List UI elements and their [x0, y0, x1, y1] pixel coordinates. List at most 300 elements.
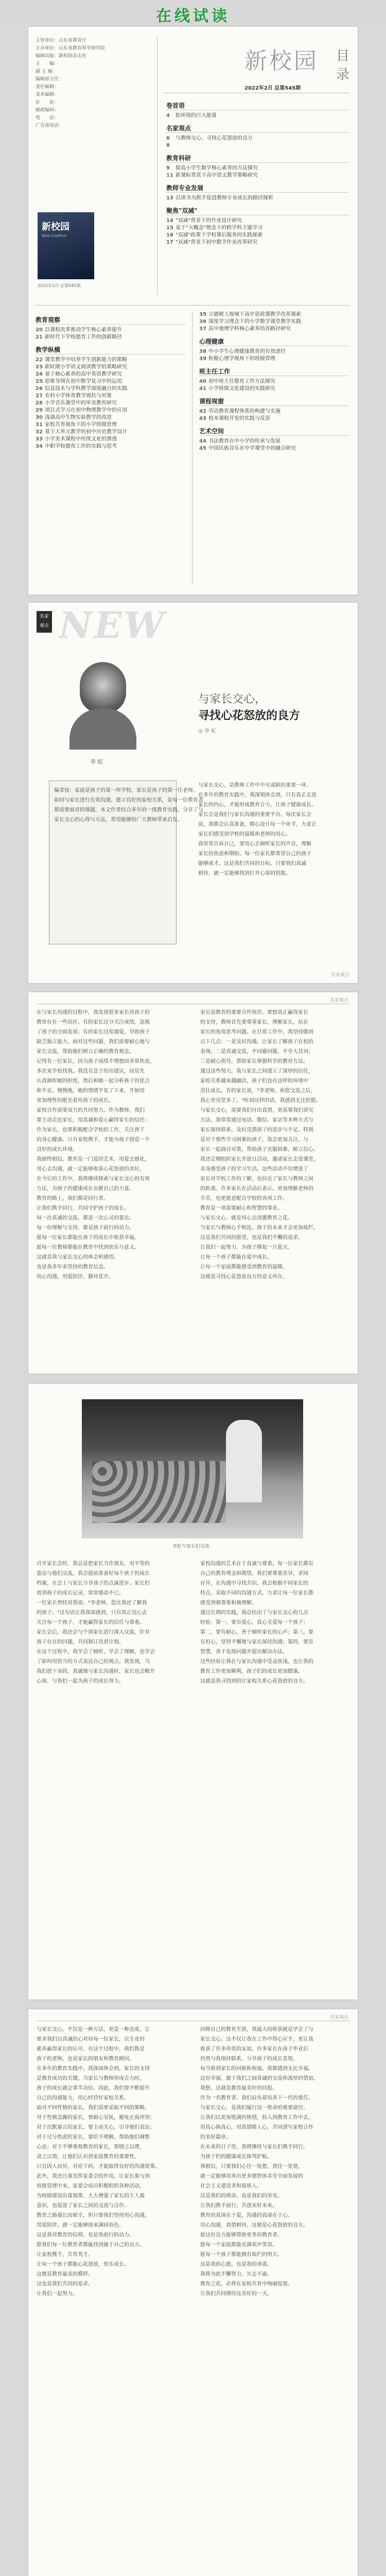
text-line: 就一定能够培养出更多德智体美劳全面发展的 — [200, 2174, 303, 2179]
toc-section-heading: 聚焦"双减" — [166, 206, 349, 215]
toc-entry-title: 基于大单元教学的初中历史教学设计 — [45, 429, 127, 435]
text-line: 让我们以更加饱满的热情，投入到教育工作中去， — [200, 2115, 313, 2121]
text-line: 我们放下身段，真诚地与家长沟通时，家长也会敞开 — [37, 1669, 155, 1674]
text-line: 自己的教育理念和期望，我们要尊重差异，求同 — [200, 1571, 308, 1577]
toc-entry-title: 农村小学体育教学现状与对策 — [45, 393, 112, 399]
page-header-label: 名家观点 — [329, 998, 348, 1003]
text-line: 动之以情，让他们认识到家庭教育的重要性。 — [37, 2154, 139, 2160]
text-line: 孩子存在的问题，共同制订改进计划。 — [37, 1639, 124, 1645]
text-line: 在多年的教育实践中，我深深体会到，家长的支持 — [37, 2066, 150, 2072]
text-line: 邮政编码： — [36, 108, 59, 113]
text-line: 都需要面对的课题。本文作者结合多年的一线教育实践，分享了与 — [54, 807, 203, 813]
text-line: 家长的角度思考问题。在日常工作中，我坚持做到 — [200, 1029, 313, 1035]
text-line: 要求我们以真诚的心对待每一位家长，以专业的 — [37, 2037, 145, 2042]
toc-entry[interactable] — [199, 326, 349, 333]
text-line: 为孩子们的健康成长保驾护航。 — [200, 2154, 272, 2160]
text-line: 教育是一项需要耐心和智慧的事业。 — [200, 1206, 283, 1211]
toc-entry[interactable] — [199, 385, 349, 393]
toc-page-number: 16 — [166, 232, 173, 238]
text-line: 心态；对于不够重视教育的家长，要晓之以理， — [37, 2144, 145, 2150]
text-line: 这份幸福，源于我们之间真诚的交流和深厚的情谊。 — [200, 2076, 319, 2081]
text-line: 让我们携手前行，共创美好未来。 — [200, 2203, 277, 2209]
text-line: 如何与家长进行有效沟通，建立良好的家校关系，是每一位教育者 — [54, 798, 203, 803]
text-line: 召开家长会时，我总是把家长当作朋友，用平等的 — [37, 1561, 150, 1567]
text-line: 仍然与我保持联系，分享孩子的成长喜悦。 — [200, 2056, 298, 2062]
text-line: 我将为此不懈努力，矢志不渝。 — [200, 2272, 272, 2277]
text-line: 愿这份良方能够帮助更多的教育者。 — [200, 2232, 283, 2238]
toc-entry[interactable] — [166, 195, 349, 202]
toc-entry[interactable] — [166, 217, 349, 225]
toc-entry[interactable] — [36, 327, 186, 334]
text-line: 我相信，只要我们心往一处想，劲往一处使， — [200, 2164, 303, 2170]
toc-page-number: 25 — [36, 379, 43, 384]
text-line: 家长是教育的重要合作伙伴。要想真正赢得家长 — [200, 1010, 308, 1015]
page-article-end — [28, 2009, 358, 2576]
text-line: 收获了许多珍贵的友谊。许多家长在孩子毕业后 — [200, 2046, 308, 2052]
article-column-left — [37, 1008, 186, 1282]
text-line: 对于沉默寡言的家长，要主动关心，引导他们表达； — [37, 2125, 155, 2130]
text-line: 在这个过程中，我学会了倾听，学会了理解，也学会 — [37, 1649, 155, 1655]
toc-right-lower — [199, 311, 349, 452]
text-line: 的身心健康。只有家校携手，才能为孩子创造一个 — [37, 1137, 150, 1143]
toc-section-heading: 课程视窗 — [199, 397, 349, 406]
toc-entry[interactable] — [36, 393, 186, 400]
page-article-photo — [28, 1384, 358, 1999]
toc-left — [36, 311, 186, 450]
toc-page-number: 39 — [199, 356, 206, 362]
toc-page-number: 38 — [199, 349, 206, 354]
text-line: 这是我们共同的愿望，也是我们不懈的追求。 — [200, 1235, 303, 1241]
toc-entry[interactable] — [199, 438, 349, 445]
text-line: 此外，我还注重发挥家委会的作用，让家长参与到 — [37, 2174, 150, 2179]
text-line: 教育存在一些误区。有的家长过分关注成绩，忽视 — [37, 1020, 150, 1025]
text-line: 感受到被尊重和被理解。 — [200, 1600, 257, 1606]
text-line: 这就是我与家长交心的体会和感悟。 — [37, 1255, 119, 1260]
toc-entry-title: 书法教育在中小学的传承与发展 — [208, 438, 280, 444]
column-tag-line1: 名家 — [39, 614, 49, 619]
text-line: 在今后的工作中，我将继续探索与家长交心的有效 — [37, 1176, 150, 1182]
text-line: 为班级建设出谋划策，大大增强了家长的主人翁 — [37, 2193, 145, 2199]
text-line: 家长保持联系，及时反馈孩子的进步与不足。特别 — [200, 1127, 313, 1133]
toc-entry[interactable] — [199, 378, 349, 385]
text-line: 让我们共同期待这美好的一天。 — [200, 2291, 272, 2297]
text-line: 看到孩子的成长记录，常常感动不已。 — [37, 1590, 124, 1596]
article-column-right — [200, 1559, 349, 1686]
toc-page-number: 9 — [166, 165, 170, 171]
toc-entry[interactable] — [36, 436, 186, 443]
text-line: 家长们感受到学校的温暖和老师的用心。 — [198, 832, 291, 837]
toc-entry-title: 积极心理学视角下的班级管理 — [208, 356, 275, 362]
text-line: 愿每一个孩子都能拥有灿烂的明天。 — [200, 2252, 283, 2258]
toc-page-number: 31 — [36, 422, 43, 428]
toc-entry-title: 立德树人视域下高中思政课教学改革探索 — [208, 312, 301, 317]
text-line: 用真心换真心，用真情暖人心，共同谱写家校合作 — [200, 2125, 313, 2130]
text-line: 一位家长曾经对我说："李老师，您比我还了解我 — [37, 1600, 147, 1606]
article-title-1: 与家长交心， — [198, 693, 267, 706]
text-line: 的距离。许多家长在活动后表示，更加理解老师的 — [200, 1186, 313, 1192]
text-line: 与家长交心，是我们履行这一使命的重要途径。 — [200, 2105, 308, 2111]
toc-entry[interactable] — [166, 232, 349, 239]
text-line: 关注每一个孩子，才能赢得家长的信任与尊重。 — [37, 1620, 145, 1625]
new-watermark: NEW — [59, 604, 166, 647]
toc-entry-title: 思维导图在初中数学复习中的运用 — [45, 379, 122, 384]
text-line: 愿我们每一位教育者都能找到属于自己的良方。 — [37, 2242, 145, 2248]
text-line: 主管单位：山东省教育厅 — [36, 38, 87, 43]
text-line: 这是我的心愿，也是我的承诺。 — [200, 2262, 272, 2267]
toc-entry[interactable] — [199, 408, 349, 415]
text-line: 家长交心的心得与方法，希望能够给广大教师带来启发。 — [54, 817, 183, 823]
text-line: 教育工作更加顺利，孩子们的成长更加健康。 — [200, 1669, 303, 1674]
text-line: 副 主 编： — [36, 69, 57, 74]
toc-section-heading: 教师专业发展 — [166, 183, 349, 193]
text-line: 家长交心。这不仅让我在工作中得心应手，更让我 — [200, 2037, 313, 2042]
text-line: 让每一个孩子都能心花怒放，快乐成长。 — [37, 2262, 129, 2267]
text-line: 要主动走近家长，用真诚和爱心赢得家长的信任； — [37, 1117, 150, 1123]
column-tag — [37, 611, 52, 633]
toc-entry-title: 以读书为抓手促进教师专业成长的路径探析 — [176, 195, 273, 201]
toc-entry[interactable] — [36, 364, 186, 371]
text-line: 通过长期的实践，我总结出了与家长交心的几点 — [200, 1610, 308, 1616]
page-feature-opener — [28, 603, 358, 983]
toc-entry-title: 项目式学习在初中物理教学中的应用 — [45, 408, 127, 413]
toc-entry[interactable] — [166, 165, 349, 172]
text-line: 茁壮成长。有的家长说，"李老师，和您交流之后， — [200, 1088, 316, 1094]
abstract-text — [54, 786, 203, 825]
toc-page-number: 14 — [166, 218, 173, 224]
text-line: 编辑部主任： — [36, 77, 64, 82]
toc-entry-title: 以课程改革推动学生核心素养提升 — [45, 327, 122, 333]
toc-entry-title: 新课标背景下高中语文教学策略研究 — [176, 173, 258, 178]
text-line: 用爱陪伴，就一定能够迎来满园春色。 — [37, 2223, 124, 2228]
top-banner — [0, 0, 386, 24]
text-line: 我常常告诉自己，要用心去倾听家长的声音，理解 — [198, 841, 311, 847]
toc-entry[interactable] — [36, 357, 186, 364]
article-column-left — [37, 2025, 186, 2299]
toc-page-number: 20 — [36, 327, 43, 333]
text-line: 让我们携手同行，共同守护孩子的成长。 — [37, 1206, 129, 1211]
text-line: 电 话： — [36, 115, 59, 121]
toc-entry-title: "双减"背景下初中数学作业改革研究 — [176, 240, 258, 245]
text-line: 前，我都会认真准备，精心设计每一个环节，力求让 — [198, 822, 317, 827]
text-line: 每当收到家长的问候和祝福，我都感到无比幸福。 — [200, 2066, 313, 2072]
text-line: 愿每一位家长都能在孩子的成长中收获幸福。 — [37, 1235, 139, 1241]
article-column-right — [200, 1008, 349, 1282]
text-line: 主办单位：山东省教育科学研究院 — [36, 46, 106, 51]
meeting-photo — [82, 1399, 303, 1538]
text-line: 经验：第一，要有爱心，真心关爱每一个孩子； — [200, 1620, 308, 1625]
text-line: 也是我多年来坚持的教育信念。 — [37, 1264, 109, 1270]
text-line: 用心沟通，真情相待，这便是心花怒放的良方。 — [200, 2223, 308, 2228]
text-line: 家长对学校工作的了解，也拉近了家长与教师之间 — [200, 1176, 313, 1182]
text-line: 让每一个孩子都能在爱中成长。 — [200, 1255, 272, 1260]
text-line: 更加理性的眼光看待孩子的成长。 — [37, 1098, 114, 1104]
text-line: 教育的路上，我们都是同行者。 — [37, 1196, 109, 1201]
author-name-caption: 李 虹 — [90, 758, 103, 765]
text-line: 每一次真诚的交流，都是一次心灵的靠近。 — [37, 1215, 134, 1221]
toc-entry-title: 中小学生心理健康教育的有效途径 — [208, 349, 286, 354]
toc-entry-title: 基于核心素养的高中英语教学研究 — [45, 371, 122, 377]
toc-page-number: 43 — [199, 416, 206, 421]
toc-page-number: 44 — [199, 438, 206, 444]
text-line: 与家长交心，需要我们付出真情，更需要我们讲究 — [200, 1108, 313, 1113]
toc-page-number: 13 — [166, 195, 173, 201]
toc-page-number: 28 — [36, 400, 43, 406]
toc-page-number: 36 — [199, 319, 206, 325]
toc-page-number: 32 — [36, 429, 43, 435]
mulu-label-1: 目 — [336, 48, 350, 64]
toc-entry[interactable] — [166, 225, 349, 232]
text-line: 三是耐心指导，帮助家长掌握科学的教育方法。 — [200, 1059, 308, 1064]
text-line: 对于性格急躁的家长，要耐心安抚，避免正面冲突； — [37, 2115, 155, 2121]
toc-page-number: 45 — [199, 446, 206, 451]
text-line: 良好的成长环境。 — [37, 1147, 78, 1153]
page-header-label: 名家观点 — [329, 2015, 348, 2020]
text-line: 让每一个家庭都能感受到教育的温暖。 — [200, 1264, 288, 1270]
text-line: 教育的真谛在于爱，沟通的真谛在于心。 — [200, 2213, 293, 2218]
toc-entry[interactable] — [36, 414, 186, 421]
text-line: 家长一起商讨对策，帮助孩子克服困难，树立信心。 — [200, 1147, 319, 1153]
text-line: 这也是我们共同的追求。 — [37, 2281, 93, 2287]
text-line: 主 编： — [36, 61, 59, 66]
author-photo — [59, 652, 147, 750]
toc-entry[interactable] — [166, 112, 349, 120]
text-line: 以下几点：一是及时沟通，让家长了解孩子在校的 — [200, 1039, 313, 1045]
toc-entry[interactable] — [36, 407, 186, 414]
text-line: 能够成才，这是我们共同的目标。只要我们真诚 — [198, 861, 306, 867]
text-line: 与家长交心，是教师工作中不可或缺的重要一环。 — [198, 783, 311, 788]
text-line: 当家长与教师心手相连，孩子的未来才会更加灿烂。 — [200, 1225, 319, 1231]
toc-entry[interactable] — [36, 421, 186, 429]
text-line: 记得有一位家长，因为孩子成绩不理想而非常焦虑， — [37, 1059, 155, 1064]
text-line: 班级管理中来。家委会成员积极组织各种活动， — [37, 2183, 145, 2189]
text-line: 辛苦，也更愿意配合学校的各项工作。 — [200, 1196, 288, 1201]
toc-entry-title: 家校共育视角下的小学班级管理 — [45, 422, 117, 428]
toc-page-number: 42 — [199, 409, 206, 414]
text-line: 教育之路漫长而艰辛，但只要我们坚持用心沟通， — [37, 2213, 150, 2218]
text-line: 我始终相信，教育是一门爱的艺术。用爱去感化， — [37, 1157, 150, 1162]
toc-entry-title: 校本课程开发的实践与反思 — [208, 416, 270, 421]
toc-page-number: 17 — [166, 240, 173, 245]
toc-page-number: 41 — [199, 386, 206, 392]
text-line: 让我们一起努力。 — [37, 2291, 78, 2297]
text-line: 这是我对教育的信仰，也是我前行的动力。 — [37, 2232, 134, 2238]
toc-page-number: 21 — [36, 334, 43, 340]
page-label: 名家观点 — [330, 973, 349, 978]
mulu-label-2: 录 — [336, 67, 350, 82]
text-line: 多次来学校找我。我没有急于给出建议，而是先 — [37, 1069, 145, 1074]
text-line: 愿每一位教师都能在教育中找到快乐与意义。 — [37, 1245, 139, 1250]
text-line: 是教育成功的关键。当家长与教师形成合力时， — [37, 2076, 145, 2081]
text-line: 方法。我常常通过电话、微信、家访等多种方式与 — [200, 1117, 313, 1123]
toc-page-number: 15 — [166, 225, 173, 231]
text-line: 通过这些努力，我与家长之间建立了深厚的信任， — [200, 1069, 313, 1074]
text-line: 心扉，与我们一起为孩子的成长努力。 — [37, 1679, 124, 1684]
toc-entry-title: 小学班级文化建设的实践研究 — [208, 386, 275, 392]
text-line: 家长的焦虑和期盼。每一位家长都希望自己的孩子 — [198, 851, 311, 857]
journal-title: 新校园 — [244, 48, 319, 74]
toc-page-number: 37 — [199, 326, 206, 332]
text-line: 我想，这就是教育最美好的回报。 — [200, 2086, 277, 2091]
text-line: 美术编辑： — [36, 92, 59, 97]
toc-page-number: 30 — [36, 415, 43, 420]
toc-entry-title: 中职学校德育工作的实践与思考 — [45, 444, 117, 449]
toc-entry[interactable] — [199, 311, 349, 318]
toc-entry[interactable] — [36, 334, 186, 341]
issue-info: 2022年2月 总第545期 — [244, 86, 301, 91]
toc-entry[interactable] — [199, 348, 349, 355]
text-line: 这就是我寻找到的让家校关系心花怒放的良方。 — [200, 1679, 308, 1684]
text-line: 广告部电话： — [36, 123, 64, 128]
text-line: 相待，就一定能够找到打开心扉的钥匙。 — [198, 871, 291, 876]
toc-entry-title: 新时代下学校德育工作的创新路径 — [45, 334, 122, 340]
text-line: 我还定期组织家长开放日活动，邀请家长走进课堂， — [200, 1157, 319, 1162]
toc-entry[interactable] — [166, 172, 349, 179]
text-line: 家长会是我们与家长沟通的重要平台。每次家长会 — [198, 812, 311, 818]
masthead-info — [36, 37, 154, 130]
toc-section-heading: 教育观察 — [36, 315, 186, 325]
toc-page-number: 4 — [166, 113, 170, 118]
toc-page-number: 8 — [166, 143, 170, 148]
article-column-right — [200, 2025, 349, 2299]
text-line: 只有因人而异，对症下药，才能取得良好的沟通效果。 — [37, 2164, 160, 2170]
toc-entry-title: 基于"大概念"理念下的跨学科主题学习 — [176, 225, 263, 231]
text-line: 孩子的成长就会事半功倍。因此，我们要不断提升 — [37, 2086, 150, 2091]
toc-page-number: 22 — [36, 357, 43, 363]
text-line: 了孩子的全面发展；有的家长过度溺爱，导致孩子 — [37, 1029, 150, 1035]
banner-title: 在线试读 — [156, 7, 230, 25]
toc-entry-title: "双减"背景下的作业设计研究 — [176, 218, 242, 224]
toc-entry[interactable] — [36, 429, 186, 436]
text-line: 档案，在会上与家长分享孩子的点滴进步。家长们 — [37, 1581, 150, 1586]
toc-page-number: 11 — [166, 173, 173, 178]
text-line: 表现；二是真诚交流，不回避问题，不夸大其词； — [200, 1049, 313, 1055]
text-line: 让我们一起努力，为孩子撑起一片蓝天。 — [200, 1245, 293, 1250]
toc-page-number: 29 — [36, 408, 43, 413]
toc-entry[interactable] — [36, 443, 186, 450]
toc-entry-title: 小学美术课程中传统文化的渗透 — [45, 436, 117, 442]
cover-sub: NEW CAMPUS — [42, 234, 67, 238]
toc-section-heading: 教育科研 — [166, 154, 349, 163]
toc-entry[interactable] — [166, 135, 349, 142]
text-line: 了如何用恰当的方式表达自己的观点。我发现，当 — [37, 1659, 150, 1665]
toc-entry-title: 新时期小学语文阅读教学的策略研究 — [45, 364, 127, 370]
cover-image — [38, 212, 94, 279]
text-line: 编者按：家庭是孩子的第一所学校，家长是孩子的第一任老师。 — [54, 788, 198, 793]
text-line: 姿态与他们交流。我会提前准备好每个孩子的成长 — [37, 1571, 150, 1577]
text-line: 社 址： — [36, 100, 59, 105]
text-line: 在多年的教育实践中，我深刻体会到，只有真正走进 — [198, 792, 317, 798]
toc-entry[interactable] — [36, 385, 186, 393]
toc-page-number: 27 — [36, 393, 43, 399]
toc-entry[interactable] — [166, 239, 349, 246]
photo-caption: 李虹与家长们交流 — [172, 1544, 210, 1549]
toc-entry-title: 提高小学生数学核心素养的方法探究 — [176, 165, 258, 171]
toc-page-number: 33 — [36, 436, 43, 442]
text-line: 社会主义建设者和接班人。 — [200, 2183, 262, 2189]
page-article-text — [28, 992, 358, 1374]
cover-logo: 新校园 — [42, 222, 69, 232]
toc-entry[interactable] — [166, 142, 349, 149]
text-line: 亲身感受孩子的学习生活。这些活动不仅增进了 — [200, 1166, 308, 1172]
text-line: 这便是教育最美的模样。 — [37, 2272, 93, 2277]
text-line: 与家长交心，不仅是一种方法，更是一种态度。它 — [37, 2027, 150, 2032]
text-line: 这便是寻找心花怒放良方的意义所在。 — [200, 1274, 288, 1280]
text-line: 面对不同性格的家长，我们需要采取不同的策略。 — [37, 2105, 150, 2111]
text-line: 家校沟通的艺术在于真诚与尊重。每一位家长都有 — [200, 1561, 313, 1567]
toc-entry-title: 初中班主任德育工作方法探究 — [208, 379, 275, 384]
column-tag-line2: 观点 — [39, 623, 49, 629]
toc-entry[interactable] — [36, 378, 186, 385]
toc-entry-title: 信息技术与学科教学深度融合的实践 — [45, 386, 127, 392]
text-line: 的美好篇章。 — [200, 2134, 231, 2140]
article-byline: ◎ 李 虹 — [198, 728, 217, 734]
text-line: 责任编辑： — [36, 84, 59, 90]
text-line: 在与家长沟通的过程中，我发现很多家长对孩子的 — [37, 1010, 150, 1015]
text-line: 编辑出版：新校园杂志社 — [36, 54, 87, 59]
toc-right — [166, 97, 349, 246]
toc-entry[interactable] — [199, 415, 349, 422]
text-line: 我心里亮堂多了。"听到这样的话，我感到无比欣慰。 — [200, 1098, 321, 1104]
page-contents — [28, 27, 358, 595]
text-line: 是对于那些学习困难的孩子，我会更加关注，与 — [200, 1137, 308, 1143]
article-column-left — [37, 1559, 186, 1686]
text-line: 家长会后，我还会与个别家长进行深入交流，针对 — [37, 1630, 150, 1635]
text-line: 家长的内心，才能形成教育合力，让孩子健康成长。 — [198, 802, 317, 808]
toc-entry[interactable] — [36, 400, 186, 407]
toc-section-heading: 名家观点 — [166, 124, 349, 133]
text-line: 对于过分焦虑的家长，要给予理解，帮助他们调整 — [37, 2134, 150, 2140]
toc-entry[interactable] — [36, 371, 186, 378]
text-line: 方法，为孩子的健康成长贡献自己的力量。 — [37, 1186, 134, 1192]
toc-section-heading: 教学纵横 — [36, 345, 186, 354]
text-line: 家校合作需要双方的共同努力。作为教师，我们 — [37, 1108, 145, 1113]
text-line: 回顾自己的教育生涯，我最大的收获就是学会了与 — [200, 2027, 313, 2032]
text-line: 认真倾听她的担忧，然后和她一起分析孩子的优点 — [37, 1078, 150, 1084]
text-line: 作为一名教育者，我们肩负着培养下一代的重任。 — [200, 2095, 313, 2101]
toc-page-number: 35 — [199, 312, 206, 317]
text-line: 作为家长，也要积极配合学校的工作，关注孩子 — [37, 1127, 145, 1133]
toc-entry[interactable] — [199, 445, 349, 452]
text-line: 素养赢得家长的认可。在这个过程中，我们既是 — [37, 2046, 145, 2052]
toc-page-number: 6 — [166, 135, 170, 141]
toc-section-heading: 艺术空间 — [199, 427, 349, 436]
toc-entry-title: 高中地理学科核心素养培养路径研究 — [208, 326, 291, 332]
text-line: 有恒心，坚持不懈地与家长保持沟通；第四，要有 — [200, 1639, 313, 1645]
text-line: 用心沟通，用爱陪伴，静待花开。 — [37, 1274, 114, 1280]
toc-entry[interactable] — [199, 318, 349, 326]
text-line: 第二，要有耐心，善于倾听家长的心声；第三，要 — [200, 1630, 313, 1635]
text-line: 的孩子。"这句话让我深深感到，只有真正用心去 — [37, 1610, 147, 1616]
text-line: 和不足。慢慢地，她的情绪平复了下来，开始用 — [37, 1088, 145, 1094]
toc-page-number: 40 — [199, 379, 206, 384]
text-line: 意识，也促进了家长之间的交流与合作。 — [37, 2203, 129, 2209]
article-title-2: 寻找心花怒放的良方 — [198, 709, 301, 722]
text-line: 家校关系越来越融洽，孩子们也在这样的环境中 — [200, 1078, 308, 1084]
cover-caption: 2022年2月 总第545期 — [38, 283, 81, 288]
toc-page-number: 34 — [36, 444, 43, 449]
toc-section-heading: 心理健康 — [199, 337, 349, 346]
text-line: 每一份理解与支持，都是孩子前行的动力。 — [37, 1225, 134, 1231]
toc-entry-title: 课堂教学中培养学生创新能力的策略 — [45, 357, 127, 363]
toc-entry-title: "双减"政策下学校课后服务的实践探索 — [176, 232, 263, 238]
text-line: 这些经验让我在与家长沟通中受益匪浅，也让我的 — [200, 1659, 313, 1665]
toc-entry[interactable] — [199, 355, 349, 363]
text-line: 特点，采取不同的沟通方式，力求让每一位家长都 — [200, 1590, 313, 1596]
toc-page-number: 24 — [36, 371, 43, 377]
toc-entry-title: 中国民族音乐在中学课堂中的融合研究 — [208, 446, 296, 451]
toc-page-number: 23 — [36, 364, 43, 370]
toc-entry-title: 软环境的巨大能量 — [176, 113, 217, 118]
